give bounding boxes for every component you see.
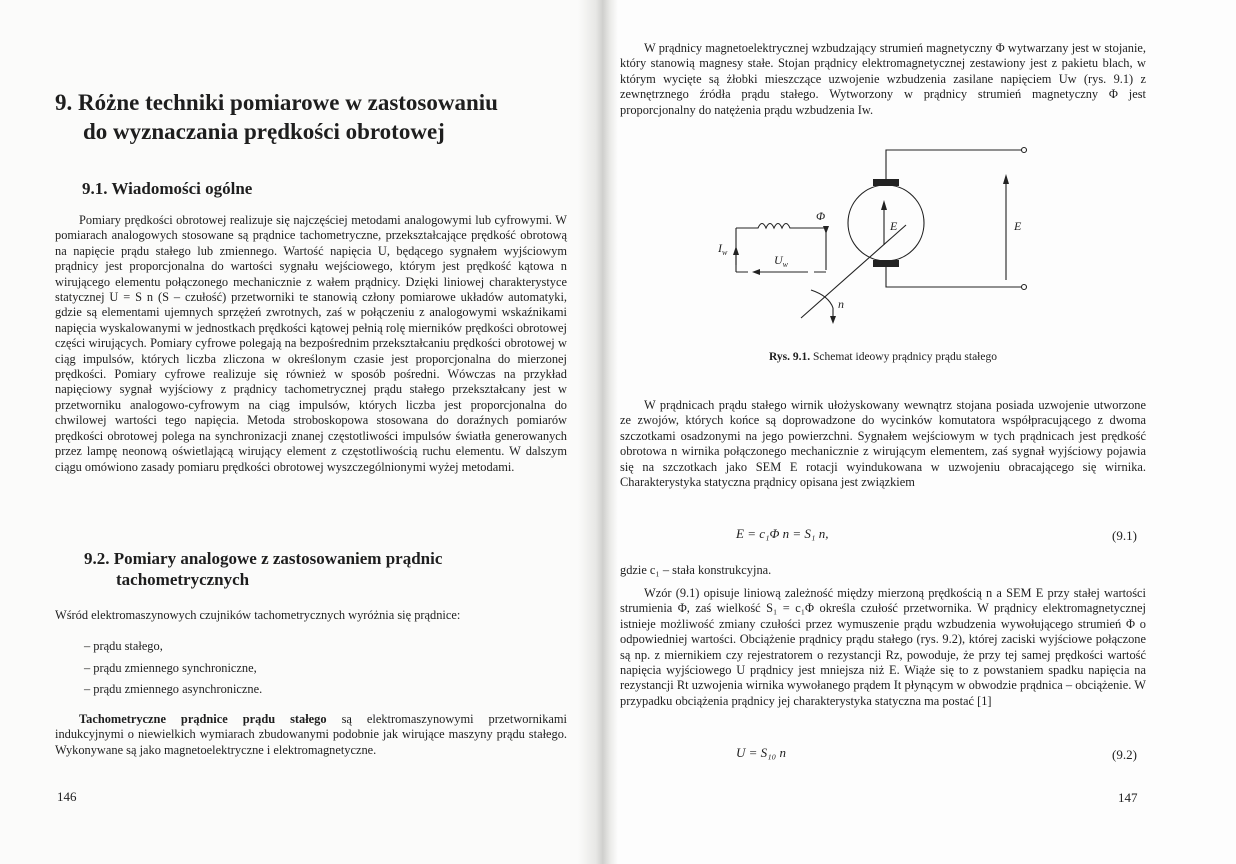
page-number-right: 147 xyxy=(1118,790,1138,805)
phi-arrowhead xyxy=(823,226,829,234)
phi-label: Φ xyxy=(816,209,826,223)
chapter-title xyxy=(55,88,555,146)
section-9-2-title-line2: tachometrycznych xyxy=(116,570,250,589)
right-paragraph-1: W prądnicy magnetoelektrycznej wzbudzający strumień magnetyczny Φ wytwarzany jest w stojanie, który stanowią magnesy stałe. Stojan prądnicy elektromagnetycznej zestawiony jest z pakietu blach, w którym wycięte są żłobki mieszczące uzwojenie wzbudzenia zasilane napięciem Uw (rys. 9.1) z zewnętrznego źródła prądu stałego. Wytworzony w prądnicy strumień magnetyczny Φ jest proporcjonalny do natężenia prądu wzbudzenia Iw. xyxy=(620,41,1146,117)
brush-top xyxy=(873,179,899,186)
generator-schematic xyxy=(716,140,1036,340)
rotor-circle xyxy=(848,185,924,261)
section-9-2-title-line1: 9.2. Pomiary analogowe z zastosowaniem prądnic xyxy=(84,549,443,568)
e-inner-arrowhead xyxy=(881,200,887,210)
generator-types-list xyxy=(84,636,534,701)
equation-9-1: E = c₁Φ n = S₁ n, xyxy=(736,526,829,541)
right-page xyxy=(606,0,1236,864)
book-gutter xyxy=(578,0,618,864)
e-inner-label: E xyxy=(890,219,898,233)
page-number-left: 146 xyxy=(57,789,77,804)
tacho-paragraph xyxy=(55,712,567,758)
section-9-1-paragraph: Pomiary prędkości obrotowej realizuje się najczęściej metodami analogowymi lub cyfrowymi. W pomiarach analogowych stosowane są prądnice tachometryczne, przekształcające prędkość obrotową na napięcie prądu stałego lub zmiennego. Wartość napięcia U, będącego sygnałem wyjściowym prądnicy jest proporcjonalna do wartości sygnału wejściowego, którym jest prędkość kątowa n wirującego elementu połączonego mechanicznie z wałem prądnicy. Dzięki liniowej charakterystyce statycznej U = S n (S – czułość) przetworniki te stanowią człony pomiarowe układów automatyki, gdzie są elementami ujemnych sprzężeń zwrotnych, zaś w połączeniu z analogowymi wskaźnikami napięcia wyskalowanymi w jednostkach prędkości kątowej pełnią rolę mierników prędkości obrotowej części wirujących. Pomiary cyfrowe polegają na bezpośrednim przekształcaniu prędkości obrotowej w ciąg impulsów, których liczba zliczona w określonym czasie jest proporcjonalna do mierzonej prędkości. Pomiary cyfrowe realizuje się również w sposób pośredni. Wówczas na przykład napięciowy sygnał wyjściowy z prądnicy tachometrycznej prądu stałego przekształcany jest w przetworniku analogowo-cyfrowym na ciąg impulsów, których liczba jest proporcjonalna do chwilowej wartości tego napięcia. Metoda stroboskopowa stosowana do doraźnych pomiarów prędkości obrotowej polega na synchronizacji znanej częstotliwości impulsów światła generowanych przez lampę neonową oświetlającą wirujący element z częstotliwością ruchu elementu. W dalszym ciągu omówiono zasady pomiaru prędkości obrotowej wyszczególnionymi wyżej metodami. xyxy=(55,213,567,474)
output-wire-top xyxy=(886,150,1021,185)
equation-9-2: U = S₁₀ n xyxy=(736,745,786,760)
iw-label: $I_w$ xyxy=(718,241,728,257)
list-item: – prądu zmiennego synchroniczne, xyxy=(84,658,534,680)
tacho-bold-term: Tachometryczne prądnice prądu stałego xyxy=(79,712,327,726)
section-9-1-title: 9.1. Wiadomości ogólne xyxy=(82,179,253,198)
section-9-2-title xyxy=(84,548,554,590)
section-9-2-intro: Wśród elektromaszynowych czujników tachometrycznych wyróżnia się prądnice: xyxy=(55,608,461,622)
equation-9-2-number: (9.2) xyxy=(1112,747,1137,762)
left-page xyxy=(0,0,606,864)
brush-bottom xyxy=(873,260,899,267)
tacho-rest-text: są elektromaszynowymi przetwornikami indukcyjnymi o niewielkich wymiarach zbudowanymi podobnie jak wirujące maszyny prądu stałego. Wykonywane są jako magnetoelektryczne i elektromagnetyczne. xyxy=(55,712,567,757)
e-outer-arrowhead xyxy=(1003,174,1009,184)
n-label: n xyxy=(838,297,844,311)
right-paragraph-3: Wzór (9.1) opisuje liniową zależność między mierzoną prędkością n a SEM E przy stałej wartości strumienia Φ, zaś wielkość S₁ = c₁Φ określa czułość przetwornika. W prądnicy elektromagnetycznej istnieje możliwość zmiany czułości przez wymuszenie prądu wzbudzenia wywołującego strumień Φ o odpowiedniej wartości. Obciążenie prądnicy prądu stałego (rys. 9.2), której zaciski wyjściowe połączone są np. z miernikiem czy rejestratorem o rezystancji Rz, powoduje, że przy tej samej prędkości wartość napięcia wyjściowego U prądnicy jest mniejsza niż E. Wiąże się to z powstaniem spadku napięcia na rezystancji Rt uzwojenia wirnika wywołanego prądem It płynącym w obwodzie prądnica – obciążenie. W przypadku obciążenia prądnicy jej charakterystyka statyczna ma postać [1] xyxy=(620,586,1146,708)
right-paragraph-2: W prądnicach prądu stałego wirnik ułożyskowany wewnątrz stojana posiada uzwojenie utworzone ze zwojów, których końce są doprowadzone do wycinków komutatora współpracującego z dwoma szczotkami osadzonymi na jego powierzchni. Sygnałem wejściowym w tych prądnicach jest prędkość obrotowa n wirnika połączonego mechanicznie z wirującym elementem, zaś sygnał wyjściowy pojawia się na szczotkach jako SEM E rotacji wyindukowana w uzwojeniu obracającego się wirnika. Charakterystyka statyczna prądnicy opisana jest związkiem xyxy=(620,398,1146,490)
chapter-title-line1: 9. Różne techniki pomiarowe w zastosowaniu xyxy=(55,90,498,115)
output-wire-bottom xyxy=(886,262,1021,287)
equation-9-1-number: (9.1) xyxy=(1112,528,1137,543)
uw-label: $U_w$ xyxy=(774,253,789,269)
output-terminal-bottom xyxy=(1022,285,1027,290)
list-item: – prądu zmiennego asynchroniczne. xyxy=(84,679,534,701)
list-item: – prądu stałego, xyxy=(84,636,534,658)
output-terminal-top xyxy=(1022,148,1027,153)
rotation-arrowhead xyxy=(830,316,836,324)
chapter-title-line2: do wyznaczania prędkości obrotowej xyxy=(83,119,445,144)
figure-caption-text: Schemat ideowy prądnicy prądu stałego xyxy=(810,351,997,363)
where-line: gdzie c₁ – stała konstrukcyjna. xyxy=(620,563,772,577)
e-outer-label: E xyxy=(1014,219,1022,233)
figure-caption-number: Rys. 9.1. xyxy=(769,351,811,363)
figure-caption xyxy=(620,351,1146,363)
iw-arrowhead xyxy=(733,246,739,255)
uw-arrowhead xyxy=(752,269,760,275)
